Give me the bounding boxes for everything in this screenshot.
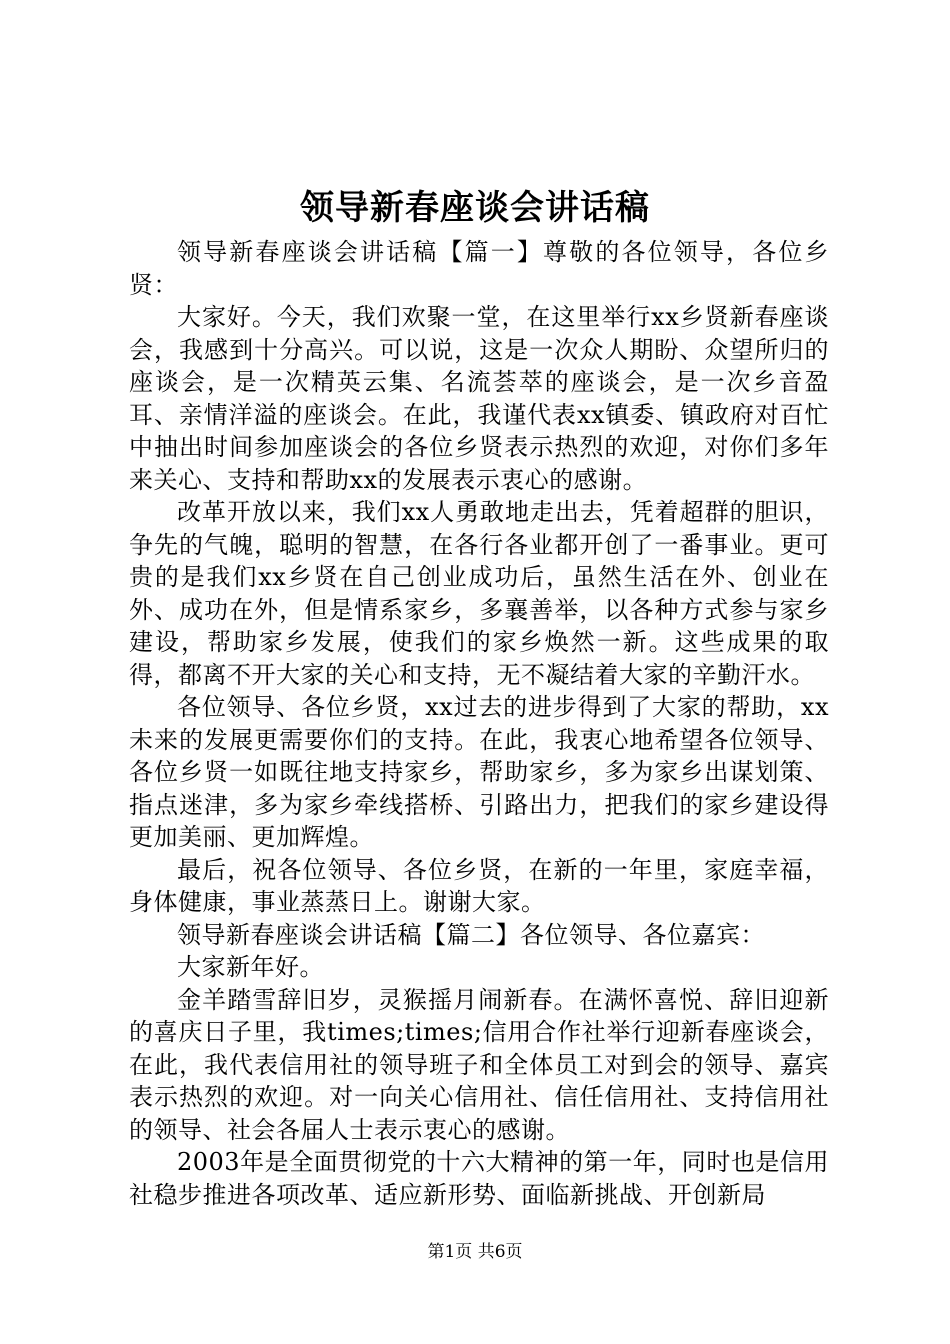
- paragraph: 各位领导、各位乡贤，xx过去的进步得到了大家的帮助，xx未来的发展更需要你们的支持。在此，我衷心地希望各位领导、各位乡贤一如既往地支持家乡，帮助家乡，多为家乡出谋划策、指点迷津，多为家乡牵线搭桥、引路出力，把我们的家乡建设得更加美丽、更加辉煌。: [129, 693, 829, 851]
- paragraph: 最后，祝各位领导、各位乡贤，在新的一年里，家庭幸福，身体健康，事业蒸蒸日上。谢谢大家。: [129, 855, 829, 916]
- paragraph: 改革开放以来，我们xx人勇敢地走出去，凭着超群的胆识，争先的气魄，聪明的智慧，在各行各业都开创了一番事业。更可贵的是我们xx乡贤在自己创业成功后，虽然生活在外、创业在外、成功在外，但是情系家乡，多襄善举，以各种方式参与家乡建设，帮助家乡发展，使我们的家乡焕然一新。这些成果的取得，都离不开大家的关心和支持，无不凝结着大家的辛勤汗水。: [129, 498, 829, 689]
- paragraph: 金羊踏雪辞旧岁，灵猴摇月闹新春。在满怀喜悦、辞旧迎新的喜庆日子里，我times;times;信用合作社举行迎新春座谈会，在此，我代表信用社的领导班子和全体员工对到会的领导、嘉宾表示热烈的欢迎。对一向关心信用社、信任信用社、支持信用社的领导、社会各届人士表示衷心的感谢。: [129, 985, 829, 1144]
- paragraph: 大家新年好。: [177, 953, 324, 981]
- paragraph: 领导新春座谈会讲话稿【篇二】各位领导、各位嘉宾：: [177, 920, 765, 949]
- document-title: 领导新春座谈会讲话稿: [300, 188, 650, 228]
- page-footer: 第1页 共6页: [427, 1242, 523, 1262]
- paragraph: 2003年是全面贯彻党的十六大精神的第一年，同时也是信用社稳步推进各项改革、适应新形势、面临新挑战、开创新局: [129, 1148, 829, 1209]
- document-body: [129, 236, 829, 1211]
- paragraph: 领导新春座谈会讲话稿【篇一】尊敬的各位领导，各位乡贤：: [129, 238, 829, 299]
- paragraph: 大家好。今天，我们欢聚一堂，在这里举行xx乡贤新春座谈会，我感到十分高兴。可以说，这是一次众人期盼、众望所归的座谈会，是一次精英云集、名流荟萃的座谈会，是一次乡音盈耳、亲情洋溢的座谈会。在此，我谨代表xx镇委、镇政府对百忙中抽出时间参加座谈会的各位乡贤表示热烈的欢迎，对你们多年来关心、支持和帮助xx的发展表示衷心的感谢。: [129, 303, 829, 494]
